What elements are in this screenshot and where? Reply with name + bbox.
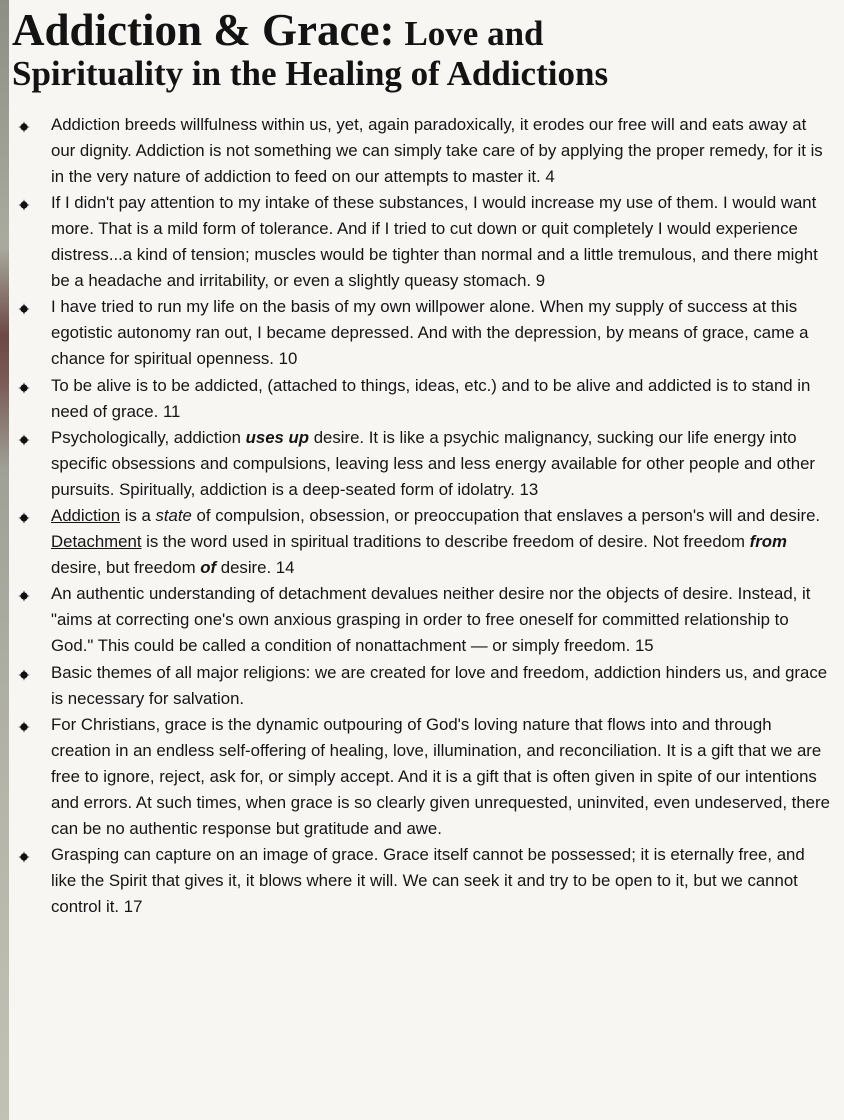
emphasis-of: of [200, 558, 217, 578]
bullet-text: If I didn't pay attention to my intake of these substances, I would increase my use of them. I would want more. That is a mild form of tolerance. And if I tried to cut down or quit completely I would experience distress...a kind of tension; muscles would be tighter than normal and a little tremulous, and there might be a headache and irritability, or even a slightly queasy stomach. 9 [51, 192, 818, 291]
page-binding-edge [0, 0, 9, 1120]
emphasis-uses-up: uses up [245, 427, 310, 447]
list-item [14, 373, 832, 425]
bullet-text [51, 425, 832, 503]
text-run: is a [120, 505, 156, 525]
text-run: desire, but freedom [51, 558, 201, 578]
list-item [14, 425, 832, 503]
underlined-detachment: Detachment [51, 532, 142, 552]
text-run: of compulsion, obsession, or preoccupation that enslaves a person's will and desire. [191, 505, 821, 525]
bullet-text: For Christians, grace is the dynamic outpouring of God's loving nature that flows into and through creation in an endless self-offering of healing, love, illumination, and reconciliation. It is a gift that we are free to ignore, reject, ask for, or simply accept. And it is a gift that is often given in spite of our intentions and errors. At such times, when grace is so clearly given unrequested, uninvited, even undeserved, there can be no authentic response but gratitude and awe. [51, 714, 830, 839]
list-item [14, 581, 832, 659]
bullet-text: An authentic understanding of detachment devalues neither desire nor the objects of desire. Instead, it "aims at correcting one's own anxious grasping in order to free oneself for committed relationship to God." This could be called a condition of nonattachment — or simply freedom. 15 [51, 584, 811, 656]
title-line-1 [12, 5, 832, 55]
italic-state: state [155, 505, 192, 525]
title-sub-2: Spirituality in the Healing of Addictions [12, 53, 609, 93]
bullet-text: Addiction breeds willfulness within us, yet, again paradoxically, it erodes our free will and eats away at our dignity. Addiction is not something we can simply take care of by applying the proper remedy, for it is in the very nature of addiction to feed on our attempts to master it. 4 [51, 114, 823, 186]
bullet-icon [18, 434, 30, 446]
bullet-text: To be alive is to be addicted, (attached to things, ideas, etc.) and to be alive and addicted is to stand in need of grace. 11 [51, 375, 811, 421]
bullet-icon [18, 199, 30, 211]
emphasis-from: from [749, 532, 787, 552]
list-item [14, 190, 832, 294]
bullet-icon [18, 669, 30, 681]
bullet-icon [18, 303, 30, 315]
page-title [12, 5, 832, 93]
list-item [14, 712, 832, 842]
title-main: Addiction & Grace: [12, 5, 395, 55]
underlined-addiction: Addiction [51, 505, 121, 525]
document-page [12, 5, 832, 920]
title-sub-1: Love and [404, 14, 544, 53]
bullet-text: Basic themes of all major religions: we are created for love and freedom, addiction hinders us, and grace is necessary for salvation. [51, 662, 828, 708]
bullet-icon [18, 590, 30, 602]
bullet-text [51, 503, 832, 581]
bullet-icon [18, 512, 30, 524]
text-run: desire. 14 [216, 558, 295, 578]
bullet-icon [18, 382, 30, 394]
text-run: is the word used in spiritual traditions to describe freedom of desire. Not freedom [141, 532, 750, 552]
bullet-icon [18, 851, 30, 863]
list-item [14, 660, 832, 712]
bullet-icon [18, 121, 30, 133]
bullet-list [12, 112, 832, 921]
bullet-text: Grasping can capture on an image of grace. Grace itself cannot be possessed; it is eternally free, and like the Spirit that gives it, it blows where it will. We can seek it and try to be open to it, but we cannot control it. 17 [51, 845, 805, 917]
list-item [14, 112, 832, 190]
bullet-text: I have tried to run my life on the basis of my own willpower alone. When my supply of success at this egotistic autonomy ran out, I became depressed. And with the depression, by means of grace, came a chance for spiritual openness. 10 [51, 297, 809, 369]
list-item [14, 294, 832, 372]
bullet-icon [18, 721, 30, 733]
text-run: desire. It is like a psychic malignancy, sucking our life energy into specific obsessions and compulsions, leaving less and less energy available for other people and other pursuits. Spiritually, addiction is a deep-seated form of idolatry. 13 [51, 427, 816, 499]
text-run: Psychologically, addiction [51, 427, 246, 447]
list-item [14, 842, 832, 920]
list-item [14, 503, 832, 581]
